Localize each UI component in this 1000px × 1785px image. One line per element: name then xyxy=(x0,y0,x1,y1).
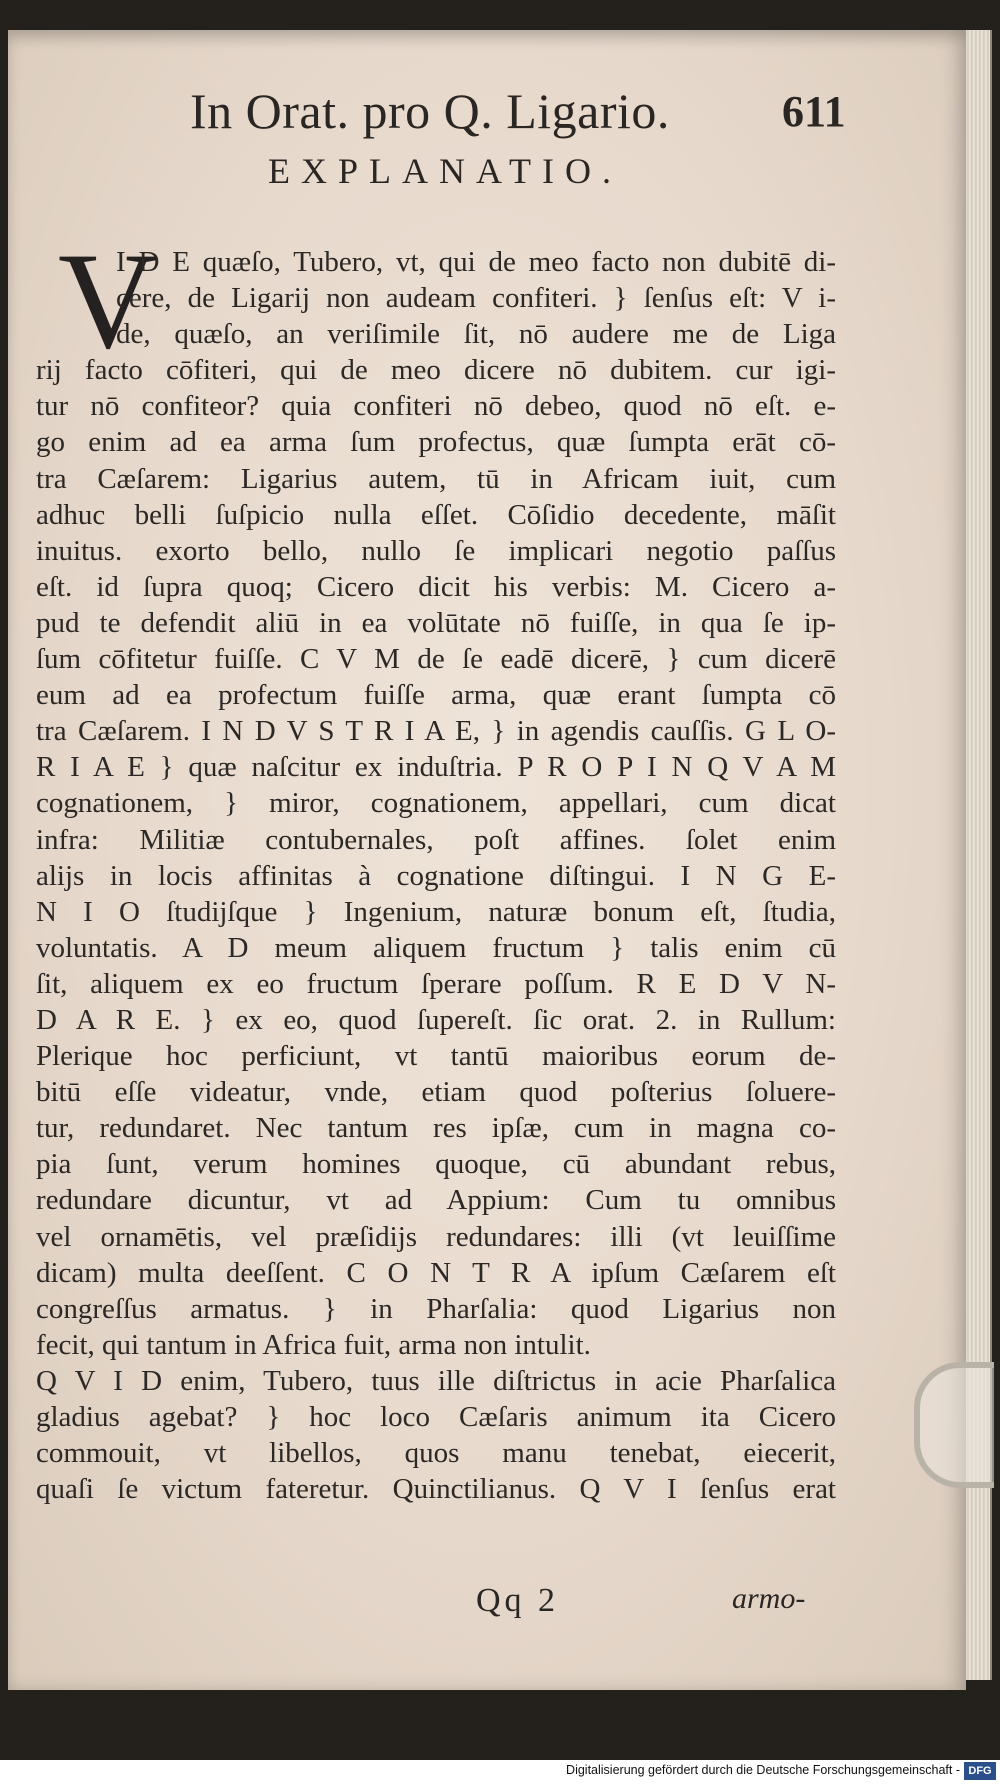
text-line: cognationem, } miror, cognationem, appellari, cum dicat xyxy=(36,787,836,820)
text-line: rij facto cōfiteri, qui de meo dicere nō dubitem. cur igi- xyxy=(36,354,836,387)
body-text xyxy=(36,244,836,1507)
text-line: eum ad ea profectum fuiſſe arma, quæ erant ſumpta cō xyxy=(36,679,836,712)
text-line: tur, redundaret. Nec tantum res ipſæ, cum in magna co- xyxy=(36,1112,836,1145)
text-line: D A R E. } ex eo, quod ſupereſt. ſic orat. 2. in Rullum: xyxy=(36,1003,836,1036)
text-line: redundare dicuntur, vt ad Appium: Cum tu omnibus xyxy=(36,1184,836,1217)
text-line: go enim ad ea arma ſum profectus, quæ ſumpta erāt cō- xyxy=(36,426,836,459)
dfg-logo-icon: DFG xyxy=(964,1762,996,1780)
text-line: commouit, vt libellos, quos manu tenebat, eiecerit, xyxy=(36,1437,836,1470)
text-line: pud te defendit aliū in ea volūtate nō fuiſſe, in qua ſe ip- xyxy=(36,606,836,639)
text-line: ſit, aliquem ex eo fructum ſperare poſſum. R E D V N- xyxy=(36,967,836,1000)
text-line: pia ſunt, verum homines quoque, cū abundant rebus, xyxy=(36,1148,836,1181)
text-line: voluntatis. A D meum aliquem fructum } talis enim cū xyxy=(36,931,836,964)
text-line: infra: Militiæ contubernales, poſt affines. ſolet enim xyxy=(36,823,836,856)
text-line: fecit, qui tantum in Africa fuit, arma non intulit. xyxy=(36,1328,591,1361)
text-line: dicam) multa deeſſent. C O N T R A ipſum Cæſarem eſt xyxy=(36,1256,836,1289)
text-line: congreſſus armatus. } in Pharſalia: quod Ligarius non xyxy=(36,1292,836,1325)
text-line: eſt. id ſupra quoq; Cicero dicit his verbis: M. Cicero a- xyxy=(36,570,836,603)
drop-cap: V xyxy=(58,224,158,377)
text-line: N I O ſtudijſque } Ingenium, naturæ bonum eſt, ſtudia, xyxy=(36,895,836,928)
text-line: ſum cōfitetur fuiſſe. C V M de ſe eadē dicerē, } cum dicerē xyxy=(36,643,836,676)
text-line: tra Cæſarem. I N D V S T R I A E, } in agendis cauſſis. G L O- xyxy=(36,715,836,748)
text-line: Q V I D enim, Tubero, tuus ille diſtrictus in acie Pharſalica xyxy=(36,1364,836,1397)
text-line: vel ornamētis, vel præſidijs redundares: illi (vt leuiſſime xyxy=(36,1220,836,1253)
section-subtitle: EXPLANATIO. xyxy=(268,151,622,191)
text-line: tra Cæſarem: Ligarius autem, tū in Africam iuit, cum xyxy=(36,462,836,495)
signature-mark: Qq 2 xyxy=(476,1582,560,1619)
text-line: I D E quæſo, Tubero, vt, qui de meo facto non dubitē di- xyxy=(116,246,836,278)
page-number: 611 xyxy=(782,87,846,136)
catchword: armo- xyxy=(732,1582,806,1615)
page-clip-icon xyxy=(914,1362,994,1488)
text-line: de, quæſo, an veriſimile ſit, nō audere me de Liga xyxy=(116,318,836,351)
text-line: quaſi ſe victum fateretur. Quinctilianus. Q V I ſenſus erat xyxy=(36,1473,836,1506)
text-line: cere, de Ligarij non audeam confiteri. } ſenſus eſt: V i- xyxy=(116,282,836,315)
text-line: tur nō confiteor? quia confiteri nō debeo, quod nō eſt. e- xyxy=(36,390,836,423)
text-line: gladius agebat? } hoc loco Cæſaris animum ita Cicero xyxy=(36,1401,836,1433)
running-title: In Orat. pro Q. Ligario. xyxy=(190,83,670,139)
text-line: R I A E } quæ naſcitur ex induſtria. P R O P I N Q V A M xyxy=(36,751,836,784)
text-line: adhuc belli ſuſpicio nulla eſſet. Cōſidio decedente, māſit xyxy=(36,498,836,531)
text-line: Plerique hoc perficiunt, vt tantū maioribus eorum de- xyxy=(36,1040,836,1073)
text-line: inuitus. exorto bello, nullo ſe implicari negotio paſſus xyxy=(36,534,836,567)
text-line: alijs in locis affinitas à cognatione diſtingui. I N G E- xyxy=(36,859,836,892)
text-line: bitū eſſe videatur, vnde, etiam quod poſterius ſoluere- xyxy=(36,1076,836,1109)
digitization-credit: Digitalisierung gefördert durch die Deutsche Forschungsgemeinschaft - xyxy=(566,1763,960,1777)
